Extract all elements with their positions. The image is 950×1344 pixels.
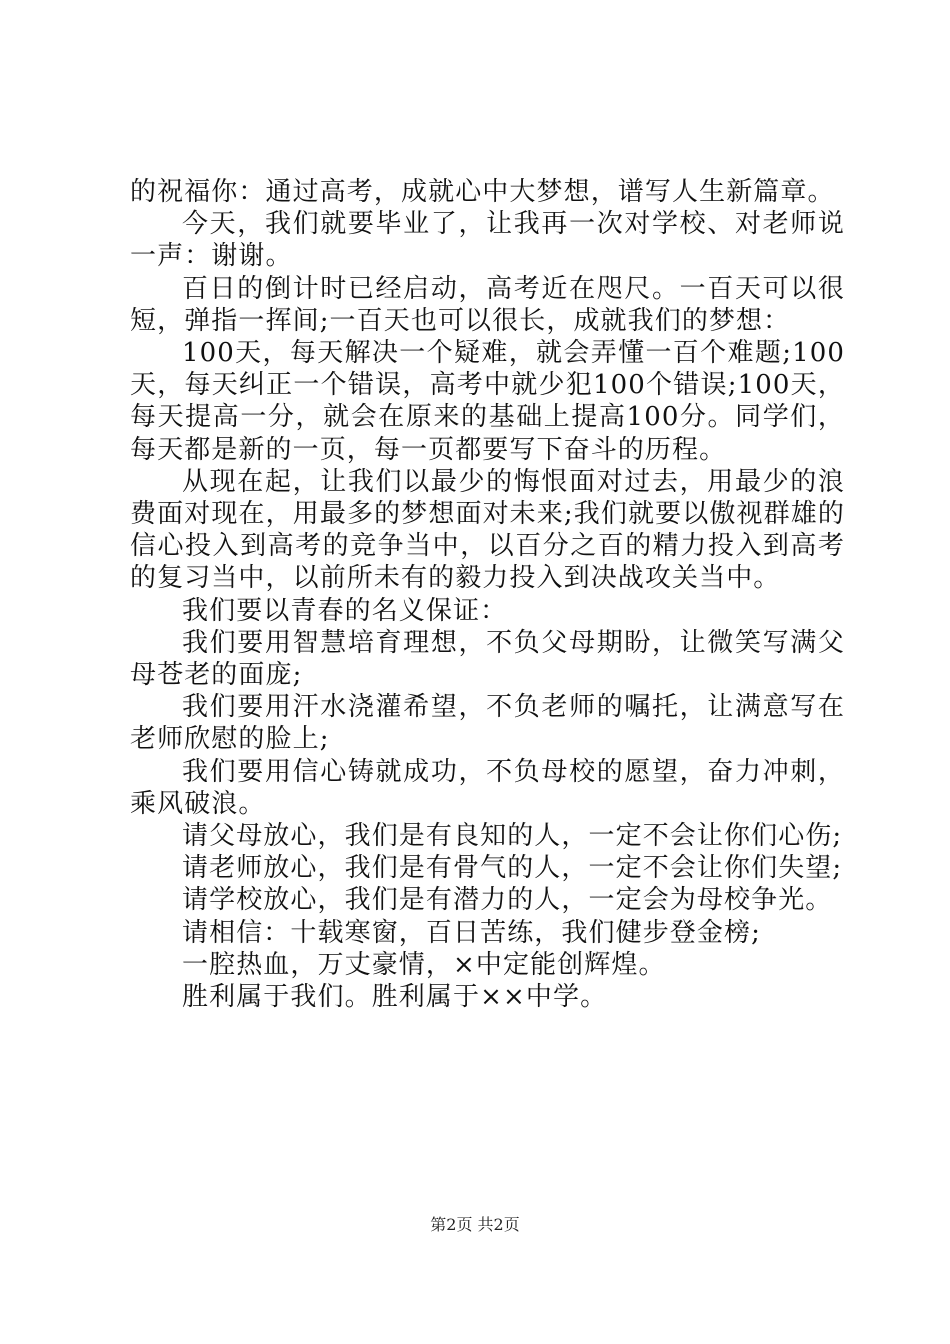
paragraph: 从现在起，让我们以最少的悔恨面对过去，用最少的浪费面对现在，用最多的梦想面对未来;我们就要以傲视群雄的信心投入到高考的竞争当中，以百分之百的精力投入到高考的复习当中，以前所未有的毅力投入到决战攻关当中。 — [130, 466, 845, 594]
paragraph: 一腔热血，万丈豪情，×中定能创辉煌。 — [182, 949, 666, 980]
paragraph: 请学校放心，我们是有潜力的人，一定会为母校争光。 — [182, 885, 833, 916]
paragraph: 胜利属于我们。胜利属于××中学。 — [182, 982, 608, 1013]
paragraph: 的祝福你：通过高考，成就心中大梦想，谱写人生新篇章。 — [130, 177, 835, 207]
paragraph: 请父母放心，我们是有良知的人，一定不会让你们心伤; — [182, 821, 843, 852]
paragraph: 请相信：十载寒窗，百日苦练，我们健步登金榜; — [182, 917, 761, 948]
paragraph: 百日的倒计时已经启动，高考近在咫尺。一百天可以很短，弹指一挥间;一百天也可以很长，成就我们的梦想： — [130, 273, 845, 336]
paragraph: 请老师放心，我们是有骨气的人，一定不会让你们失望; — [182, 853, 843, 884]
paragraph: 我们要用智慧培育理想，不负父母期盼，让微笑写满父母苍老的面庞; — [130, 627, 845, 691]
paragraph: 我们要用汗水浇灌希望，不负老师的嘱托，让满意写在老师欣慰的脸上; — [130, 692, 845, 755]
paragraph: 我们要用信心铸就成功，不负母校的愿望，奋力冲刺，乘风破浪。 — [130, 756, 845, 819]
paragraph: 100天，每天解决一个疑难，就会弄懂一百个难题;100天，每天纠正一个错误，高考中就少犯100个错误;100天，每天提高一分，就会在原来的基础上提高100分。同学们，每天都是新的一页，每一页都要写下奋斗的历程。 — [130, 338, 845, 465]
paragraph: 今天，我们就要毕业了，让我再一次对学校、对老师说一声：谢谢。 — [130, 209, 845, 272]
document-body — [130, 176, 845, 1013]
paragraph: 我们要以青春的名义保证： — [182, 595, 508, 626]
page-footer: 第2页 共2页 — [430, 1215, 520, 1234]
